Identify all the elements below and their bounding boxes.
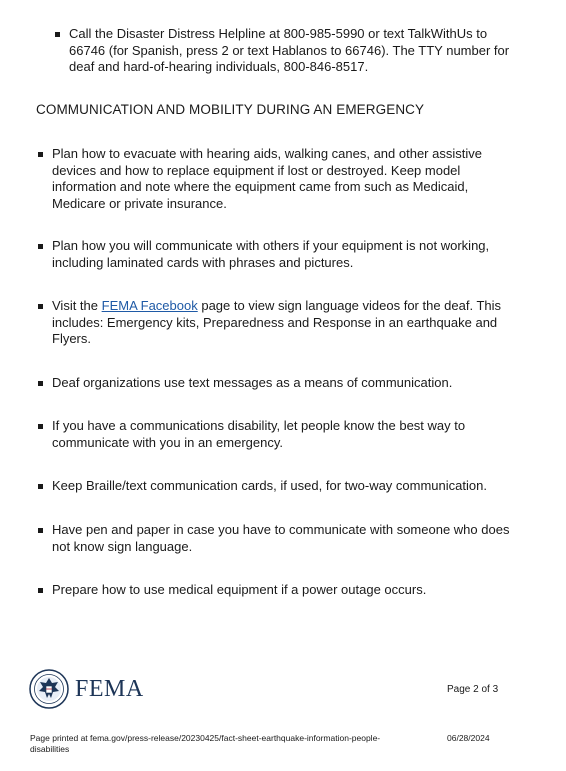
bullet-line: If you have a communications disability, let people know the best way to — [52, 418, 466, 433]
dhs-seal-icon — [29, 669, 69, 709]
bullet-square — [38, 484, 43, 489]
printed-url-line: Page printed at fema.gov/press-release/20230425/fact-sheet-earthquake-information-people- — [30, 733, 381, 743]
bullet-line: Flyers. — [52, 331, 91, 346]
bullet-line: devices and how to replace equipment if lost or destroyed. Keep model — [52, 162, 461, 178]
page-number: Page 2 of 3 — [447, 684, 499, 695]
bullet-line: Call the Disaster Distress Helpline at 800-985-5990 or text TalkWithUs to — [69, 26, 488, 41]
bullet-line: Plan how you will communicate with others if your equipment is not working, — [52, 238, 490, 253]
printed-url-note — [30, 733, 430, 755]
bullet-square — [38, 304, 43, 309]
bullet-square — [38, 424, 43, 429]
bullet-line: 66746 (for Spanish, press 2 or text Hablanos to 66746). The TTY number for — [69, 42, 510, 58]
bullet-square — [38, 588, 43, 593]
bullet-square — [38, 381, 43, 386]
bullet-line: Visit the FEMA Facebook page to view sign language videos for the deaf. This — [52, 298, 502, 313]
fema-facebook-link[interactable]: FEMA Facebook — [101, 298, 198, 313]
bullet-line: Keep Braille/text communication cards, if used, for two-way communication. — [52, 478, 487, 493]
bullet-square — [38, 152, 43, 157]
fema-wordmark: FEMA — [75, 675, 144, 702]
bullet-line: deaf and hard-of-hearing individuals, 800-846-8517. — [69, 59, 369, 74]
bullet-line: not know sign language. — [52, 538, 193, 554]
bullet-line: Medicare or private insurance. — [52, 195, 227, 211]
bullet-line: Have pen and paper in case you have to communicate with someone who does — [52, 522, 510, 537]
bullet-line: Deaf organizations use text messages as a means of communication. — [52, 375, 453, 390]
bullet-line: includes: Emergency kits, Preparedness and Response in an earthquake and — [52, 314, 498, 330]
bullet-line: Plan how to evacuate with hearing aids, walking canes, and other assistive — [52, 146, 482, 161]
bullet-square — [55, 32, 60, 37]
printed-url-line: disabilities — [30, 744, 70, 754]
bullet-square — [38, 244, 43, 249]
bullet-line: Prepare how to use medical equipment if a power outage occurs. — [52, 582, 427, 597]
print-date: 06/28/2024 — [447, 733, 490, 743]
bullet-line: communicate with you in an emergency. — [52, 434, 283, 450]
fema-logo — [29, 669, 144, 709]
section-heading: COMMUNICATION AND MOBILITY DURING AN EMERGENCY — [36, 102, 425, 117]
bullet-square — [38, 528, 43, 533]
bullet-line: including laminated cards with phrases and pictures. — [52, 254, 354, 270]
bullet-line: information and note where the equipment came from such as Medicaid, — [52, 179, 469, 194]
